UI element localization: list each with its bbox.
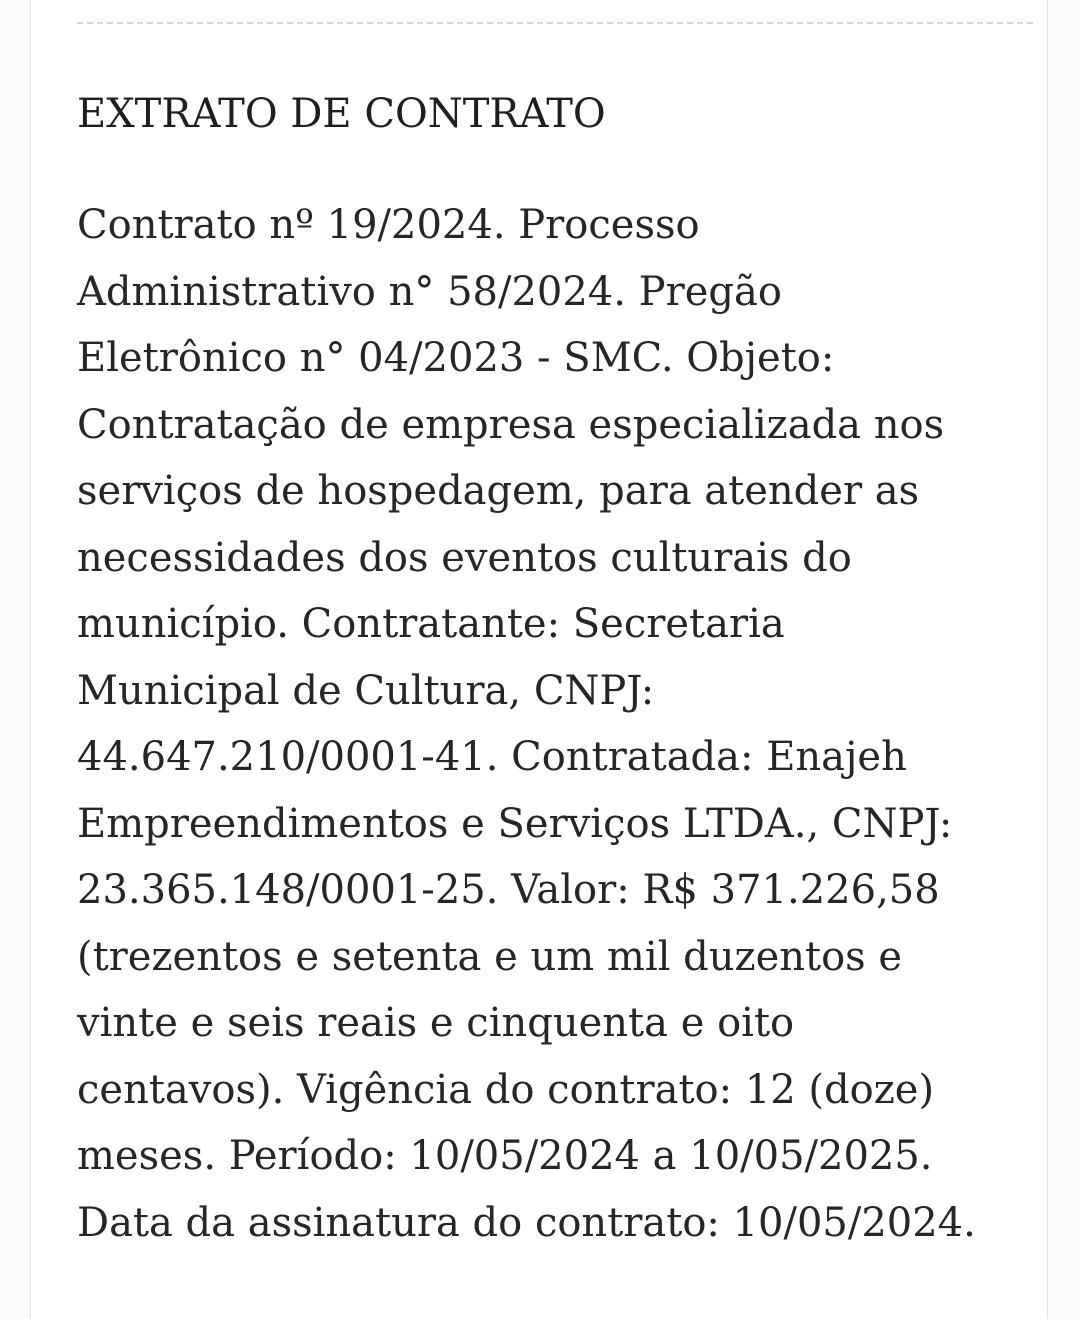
dashed-divider <box>77 22 1033 24</box>
contract-extract-text <box>77 192 1037 1256</box>
text-line: centavos). Vigência do contrato: 12 (doze) <box>77 1066 935 1113</box>
text-line: meses. Período: 10/05/2024 a 10/05/2025. <box>77 1133 933 1179</box>
text-line: vinte e seis reais e cinquenta e oito <box>77 1000 795 1046</box>
text-line: (trezentos e setenta e um mil duzentos e <box>77 933 903 980</box>
text-line: Contratação de empresa especializada nos <box>77 401 945 448</box>
document-title: EXTRATO DE CONTRATO <box>77 91 606 137</box>
text-line: município. Contratante: Secretaria <box>77 601 785 647</box>
text-line: Contrato nº 19/2024. Processo <box>77 202 700 248</box>
text-line: Administrativo n° 58/2024. Pregão <box>77 268 782 315</box>
text-line: Municipal de Cultura, CNPJ: <box>77 667 655 714</box>
text-line: serviços de hospedagem, para atender as <box>77 468 920 514</box>
text-line: 23.365.148/0001-25. Valor: R$ 371.226,58 <box>77 867 940 913</box>
text-line: Eletrônico n° 04/2023 - SMC. Objeto: <box>77 335 835 381</box>
text-line: Empreendimentos e Serviços LTDA., CNPJ: <box>77 800 953 847</box>
text-line: Data da assinatura do contrato: 10/05/2024. <box>77 1199 976 1246</box>
document-page <box>30 0 1048 1319</box>
text-line: 44.647.210/0001-41. Contratada: Enajeh <box>77 734 907 780</box>
text-line: necessidades dos eventos culturais do <box>77 534 852 581</box>
